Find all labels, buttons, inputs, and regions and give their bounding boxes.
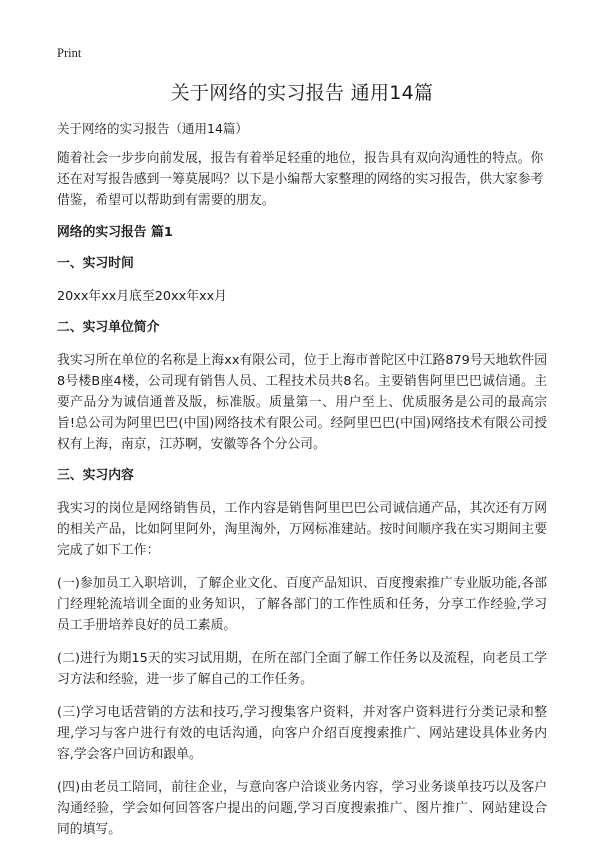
page-title: 关于网络的实习报告 通用14篇	[170, 82, 434, 104]
heading-internship-time: 一、实习时间	[57, 256, 134, 271]
paragraph-internship-time: 20xx年xx月底至20xx年xx月	[57, 289, 227, 304]
document-body	[57, 80, 547, 852]
intro-paragraph: 随着社会一步步向前发展，报告有着举足轻重的地位，报告具有双向沟通性的特点。你还在对写报告感到一筹莫展吗？以下是小编帮大家整理的网络的实习报告，供大家参考借鉴，希望可以帮助到有需要的朋友。	[57, 151, 544, 208]
print-link[interactable]: Print	[57, 46, 82, 60]
section-title: 网络的实习报告 篇1	[57, 225, 173, 240]
heading-internship-content: 三、实习内容	[57, 468, 134, 483]
paragraph-internship-content: 我实习的岗位是网络销售员，工作内容是销售阿里巴巴公司诚信通产品，其次还有万网的相关产品，比如阿里阿外，淘里淘外，万网标准建站。按时间顺序我在实习期间主要完成了如下工作：	[57, 501, 547, 558]
paragraph-task-4: (四)由老员工陪同，前往企业，与意向客户洽谈业务内容，学习业务谈单技巧以及客户沟通经验，学会如何回答客户提出的问题,学习百度搜索推广、图片推广、网站建设合同的填写。	[57, 780, 547, 837]
document-subtitle: 关于网络的实习报告（通用14篇）	[57, 121, 248, 136]
paragraph-task-2: (二)进行为期15天的实习试用期，在所在部门全面了解工作任务以及流程，向老员工学习方法和经验，进一步了解自己的工作任务。	[57, 651, 547, 687]
paragraph-task-3: (三)学习电话营销的方法和技巧,学习搜集客户资料，并对客户资料进行分类记录和整理,学习与客户进行有效的电话沟通，向客户介绍百度搜索推广、网站建设具体业务内容,学会客户回访和跟单。	[57, 705, 547, 762]
paragraph-task-1: (一)参加员工入职培训，了解企业文化、百度产品知识、百度搜索推广专业版功能,各部门经理轮流培训全面的业务知识，了解各部门的工作性质和任务，分享工作经验,学习员工手册培养良好的员工素质。	[57, 576, 547, 633]
paragraph-company-profile: 我实习所在单位的名称是上海xx有限公司，位于上海市普陀区中江路879号天地软件园8号楼B座4楼，公司现有销售人员、工程技术员共8名。主要销售阿里巴巴诚信通。主要产品分为诚信通普及版，标准版。质量第一、用户至上、优质服务是公司的最高宗旨!总公司为阿里巴巴(中国)网络技术有限公司。经阿里巴巴(中国)网络技术有限公司授权有上海，南京，江苏啊，安徽等各个分公司。	[57, 353, 547, 452]
heading-company-profile: 二、实习单位简介	[57, 320, 160, 335]
